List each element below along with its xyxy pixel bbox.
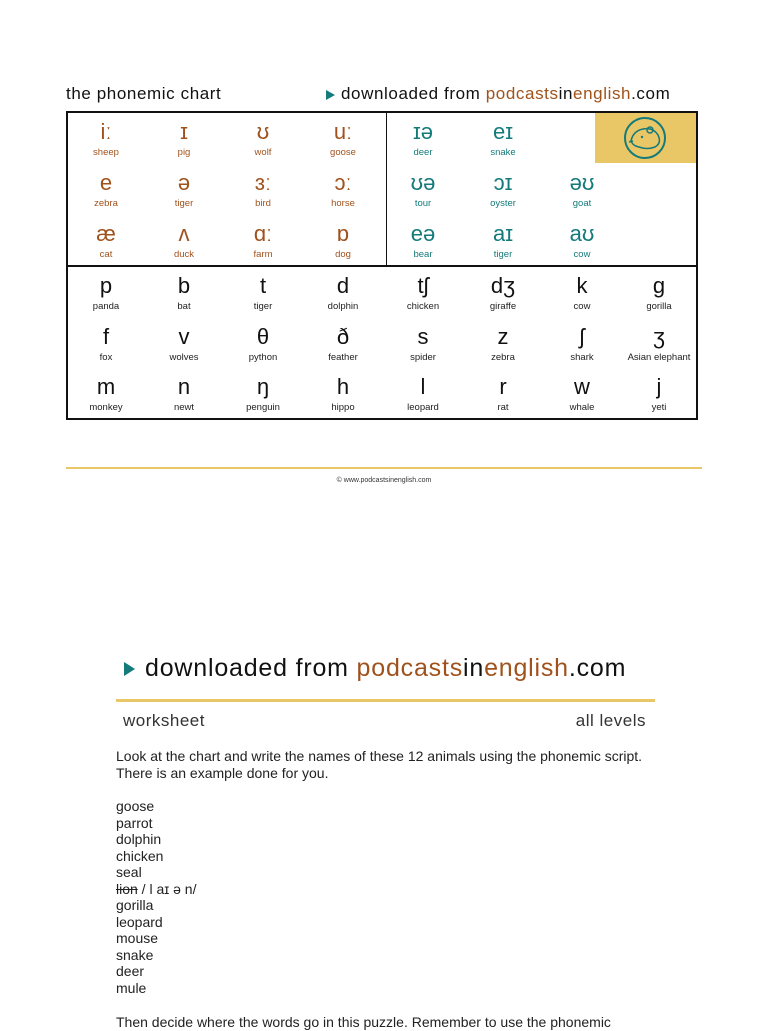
consonant-cell — [544, 374, 620, 414]
consonant-word: whale — [569, 402, 595, 413]
vowel-word: wolf — [254, 147, 272, 158]
vowel-cell — [305, 119, 381, 159]
vowel-symbol: ɔː — [334, 170, 352, 195]
consonant-word: feather — [328, 352, 358, 363]
diphthong-cell — [465, 119, 541, 159]
diphthong-cell — [465, 221, 541, 261]
diphthong-cell — [465, 170, 541, 210]
vowel-symbol: uː — [333, 119, 353, 144]
downloaded-from-heading — [124, 654, 626, 683]
consonant-symbol: v — [178, 324, 190, 349]
consonant-symbol: p — [99, 273, 113, 298]
consonant-word: yeti — [651, 402, 667, 413]
vowel-cell — [68, 221, 144, 261]
list-item: deer — [116, 963, 145, 979]
consonant-symbol: dʒ — [490, 273, 516, 298]
consonant-symbol: f — [102, 324, 110, 349]
consonant-symbol: ʒ — [653, 324, 665, 349]
worksheet-instructions: Look at the chart and write the names of these 12 animals using the phonemic script. There is an example done for you. — [116, 748, 643, 781]
play-triangle-icon — [326, 90, 335, 100]
downloaded-prefix: downloaded from — [341, 84, 486, 103]
brand-podcasts: podcasts — [356, 654, 463, 682]
consonant-word: chicken — [406, 301, 440, 312]
consonant-symbol: l — [420, 374, 426, 399]
consonant-cell — [385, 374, 461, 414]
list-item: snake — [116, 946, 154, 963]
consonant-symbol: tʃ — [417, 273, 429, 298]
consonant-symbol: g — [652, 273, 666, 298]
vowel-cell — [225, 221, 301, 261]
consonant-symbol: z — [497, 324, 509, 349]
vowel-word: cat — [99, 249, 113, 260]
vowel-symbol: ɪ — [180, 119, 188, 144]
consonant-cell — [225, 273, 301, 313]
consonant-word: rat — [497, 402, 509, 413]
vowel-word: pig — [177, 147, 191, 158]
consonant-cell — [544, 273, 620, 313]
vowel-cell — [146, 170, 222, 210]
consonant-word: python — [248, 352, 278, 363]
list-item: gorilla — [116, 897, 154, 913]
list-item: seal — [116, 864, 142, 880]
brand-com: .com — [568, 654, 627, 682]
diphthong-symbol: aɪ — [492, 221, 514, 246]
vowel-symbol: æ — [96, 221, 116, 246]
consonant-symbol: m — [96, 374, 116, 399]
consonant-cell — [225, 374, 301, 414]
phonemic-chart — [66, 111, 698, 420]
consonant-cell — [305, 374, 381, 414]
vowel-symbol: e — [99, 170, 113, 195]
chart-horizontal-divider — [68, 265, 696, 267]
consonant-cell — [146, 324, 222, 364]
consonant-cell — [465, 324, 541, 364]
consonant-symbol: s — [417, 324, 429, 349]
consonant-word: shark — [570, 352, 594, 363]
list-item — [116, 881, 196, 898]
vowel-symbol: iː — [100, 119, 112, 144]
diphthong-cell — [544, 221, 620, 261]
vowel-word: duck — [173, 249, 195, 260]
list-item: goose — [116, 798, 155, 814]
vowel-cell — [146, 119, 222, 159]
diphthong-cell — [385, 170, 461, 210]
consonant-word: monkey — [89, 402, 123, 413]
diphthong-symbol: ɔɪ — [493, 170, 513, 195]
diphthong-cell — [544, 170, 620, 210]
consonant-word: leopard — [407, 402, 439, 413]
vowel-word: zebra — [94, 198, 118, 209]
vowel-cell — [68, 119, 144, 159]
consonant-cell — [305, 273, 381, 313]
diphthong-symbol: ɪə — [412, 119, 434, 144]
consonant-word: fox — [99, 352, 113, 363]
consonant-symbol: ð — [336, 324, 350, 349]
copyright: © www.podcastsinenglish.com — [336, 477, 432, 484]
consonant-cell — [385, 324, 461, 364]
consonant-cell — [68, 374, 144, 414]
brand-podcasts: podcasts — [485, 84, 559, 103]
list-item: leopard — [116, 913, 163, 930]
diphthong-cell — [385, 221, 461, 261]
consonant-cell — [385, 273, 461, 313]
diphthong-word: oyster — [490, 198, 516, 209]
diphthong-cell — [385, 119, 461, 159]
diphthong-symbol: ʊə — [410, 170, 436, 195]
diphthong-word: snake — [490, 147, 516, 158]
vowel-cell — [305, 221, 381, 261]
consonant-word: tiger — [253, 301, 273, 312]
diphthong-symbol: əʊ — [569, 170, 595, 195]
worksheet-level: all levels — [575, 711, 646, 730]
consonant-symbol: θ — [256, 324, 270, 349]
vowel-symbol: ɑː — [253, 221, 273, 246]
consonant-word: Asian elephant — [627, 352, 691, 363]
consonant-cell — [225, 324, 301, 364]
consonant-cell — [146, 374, 222, 414]
consonant-cell — [465, 374, 541, 414]
diphthong-word: tour — [414, 198, 432, 209]
diphthong-word: bear — [413, 249, 433, 260]
brand-english: english — [484, 654, 569, 682]
consonant-symbol: k — [576, 273, 588, 298]
vowel-cell — [225, 119, 301, 159]
logo-box — [595, 113, 696, 163]
consonant-cell — [68, 324, 144, 364]
consonant-cell — [621, 273, 697, 313]
consonant-symbol: ʃ — [579, 324, 585, 349]
vowel-symbol: ʊ — [256, 119, 270, 144]
vowel-word: goose — [330, 147, 356, 158]
page-title: the phonemic chart — [66, 84, 222, 103]
consonant-symbol: w — [574, 374, 590, 399]
consonant-symbol: ŋ — [256, 374, 270, 399]
vowel-cell — [305, 170, 381, 210]
diphthong-symbol: eə — [410, 221, 436, 246]
diphthong-symbol: aʊ — [569, 221, 595, 246]
consonant-word: panda — [92, 301, 120, 312]
brand-english: english — [573, 84, 632, 103]
example-word: lion — [116, 880, 138, 897]
animal-list — [116, 798, 196, 996]
vowel-word: farm — [253, 249, 273, 260]
list-item: parrot — [116, 814, 153, 831]
brand-com: .com — [631, 84, 671, 103]
diphthong-word: cow — [573, 249, 591, 260]
vowel-word: bird — [255, 198, 271, 209]
downloaded-from-line — [326, 84, 670, 104]
consonant-word: gorilla — [646, 301, 672, 312]
vowel-symbol: ʌ — [178, 221, 190, 246]
consonant-symbol: d — [336, 273, 350, 298]
vowel-cell — [225, 170, 301, 210]
vowel-word: horse — [331, 198, 355, 209]
consonant-symbol: j — [656, 374, 662, 399]
consonant-word: cow — [573, 301, 591, 312]
worksheet-rule — [116, 699, 655, 702]
list-item: chicken — [116, 847, 164, 864]
vowel-word: tiger — [174, 198, 194, 209]
consonant-word: spider — [410, 352, 436, 363]
vowel-symbol: ɜː — [254, 170, 272, 195]
consonant-cell — [146, 273, 222, 313]
diphthong-word: tiger — [493, 249, 513, 260]
vowel-word: sheep — [93, 147, 119, 158]
page-rule — [66, 467, 702, 469]
diphthong-word: goat — [572, 198, 592, 209]
consonant-cell — [465, 273, 541, 313]
consonant-word: zebra — [491, 352, 515, 363]
bear-head-icon — [595, 113, 696, 163]
consonant-word: giraffe — [489, 301, 517, 312]
consonant-word: penguin — [246, 402, 280, 413]
list-item: mule — [116, 979, 147, 996]
list-item: dolphin — [116, 831, 162, 847]
play-triangle-icon — [124, 662, 135, 676]
worksheet-label: worksheet — [123, 711, 205, 730]
downloaded-prefix: downloaded from — [145, 654, 357, 682]
list-item: mouse — [116, 930, 159, 946]
puzzle-instructions: Then decide where the words go in this puzzle. Remember to use the phonemic — [116, 1014, 611, 1030]
consonant-word: newt — [173, 402, 195, 413]
consonant-cell — [621, 324, 697, 364]
brand-in: in — [463, 654, 485, 682]
consonant-symbol: b — [177, 273, 191, 298]
consonant-symbol: r — [499, 374, 507, 399]
consonant-cell — [68, 273, 144, 313]
example-answer: / l aɪ ə n/ — [137, 880, 197, 897]
brand-in: in — [558, 84, 574, 103]
consonant-cell — [544, 324, 620, 364]
consonant-symbol: h — [336, 374, 350, 399]
consonant-symbol: n — [177, 374, 191, 399]
consonant-symbol: t — [259, 273, 267, 298]
consonant-cell — [621, 374, 697, 414]
consonant-word: wolves — [169, 352, 199, 363]
diphthong-word: deer — [413, 147, 433, 158]
vowel-cell — [68, 170, 144, 210]
vowel-cell — [146, 221, 222, 261]
vowel-word: dog — [335, 249, 351, 260]
consonant-word: hippo — [331, 402, 355, 413]
consonant-cell — [305, 324, 381, 364]
vowel-symbol: ə — [177, 170, 191, 195]
vowel-symbol: ɒ — [336, 221, 350, 246]
consonant-word: bat — [177, 301, 191, 312]
consonant-word: dolphin — [327, 301, 359, 312]
diphthong-symbol: eɪ — [492, 119, 514, 144]
